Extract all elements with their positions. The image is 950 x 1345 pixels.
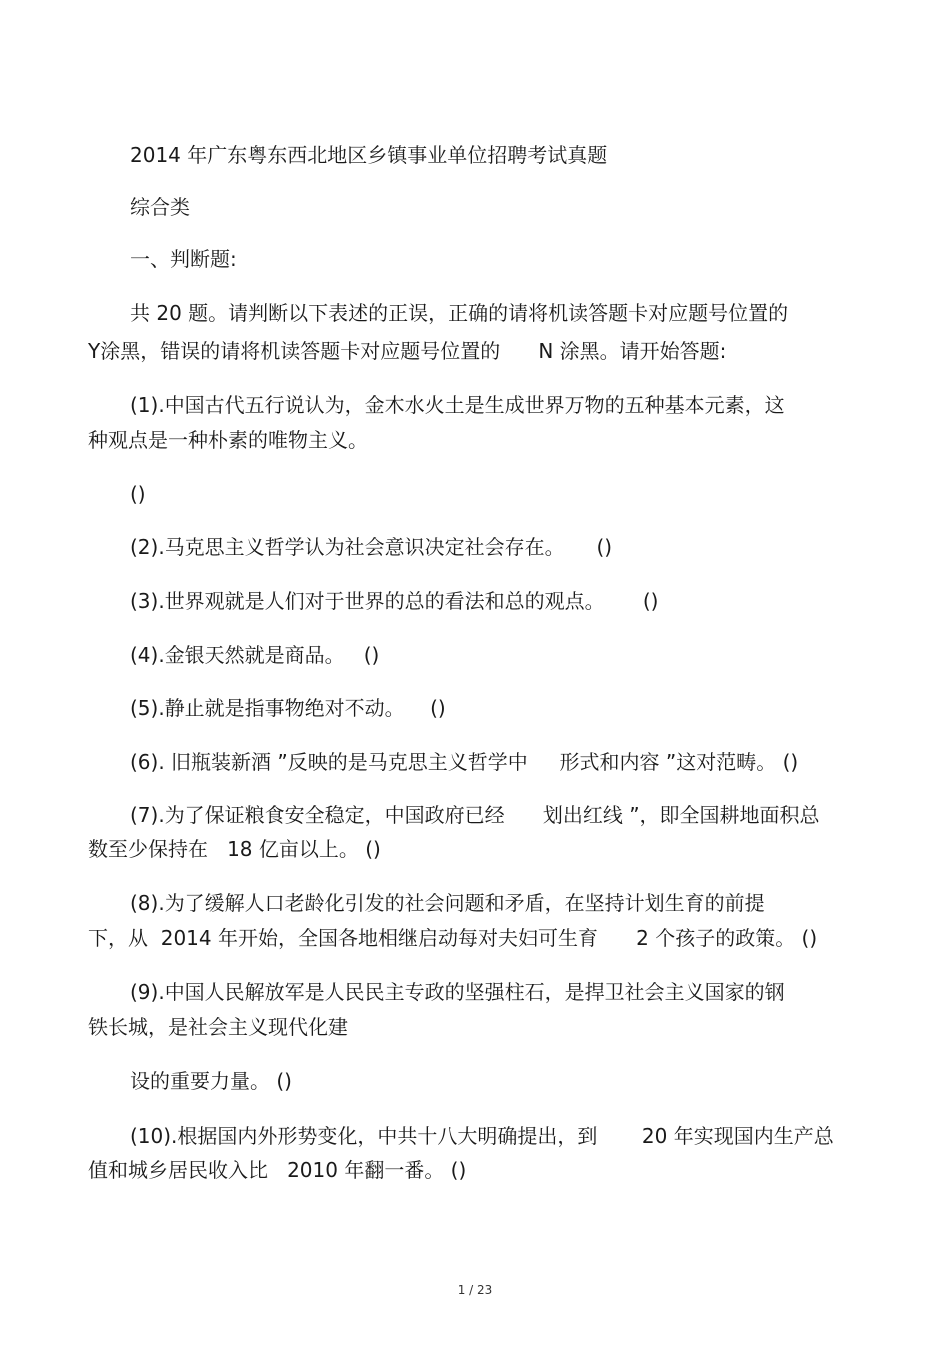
question-continuation: 设的重要力量。 () [130,1069,292,1093]
category-label: 综合类 [130,195,190,219]
question-text-line: (6). 旧瓶装新酒 ”反映的是马克思主义哲学中 形式和内容 ”这对范畴。 () [130,750,799,774]
question-text-line: (7).为了保证粮食安全稳定，中国政府已经 划出红线 ”，即全国耕地面积总 [130,803,820,827]
answer-blank: () [130,482,146,506]
question-text-line: (4).金银天然就是商品。 () [130,643,380,667]
question-text-line: 值和城乡居民收入比 2010 年翻一番。 () [88,1158,467,1182]
question-text-line: (8).为了缓解人口老龄化引发的社会问题和矛盾，在坚持计划生育的前提 [130,891,765,915]
question-text-line: (9).中国人民解放军是人民民主专政的坚强柱石，是捍卫社会主义国家的钢 [130,980,785,1004]
question-text-line: (2).马克思主义哲学认为社会意识决定社会存在。 () [130,535,613,559]
question-text-line: (3).世界观就是人们对于世界的总的看法和总的观点。 () [130,589,659,613]
question-text-line: 种观点是一种朴素的唯物主义。 [88,428,368,452]
document-title: 2014 年广东粤东西北地区乡镇事业单位招聘考试真题 [130,143,608,167]
instructions-line: Y涂黑，错误的请将机读答题卡对应题号位置的 N 涂黑。请开始答题: [88,339,727,363]
question-text-line: (10).根据国内外形势变化，中共十八大明确提出，到 20 年实现国内生产总 [130,1124,834,1148]
section-heading: 一、判断题: [130,247,237,271]
question-text-line: (1).中国古代五行说认为，金木水火土是生成世界万物的五种基本元素，这 [130,393,785,417]
question-text-line: 下，从 2014 年开始，全国各地相继启动每对夫妇可生育 2 个孩子的政策。 () [88,926,818,950]
question-text-line: 铁长城，是社会主义现代化建 [88,1015,348,1039]
question-text-line: 数至少保持在 18 亿亩以上。 () [88,837,381,861]
question-text-line: (5).静止就是指事物绝对不动。 () [130,696,446,720]
page-number: 1 / 23 [457,1283,493,1297]
instructions-line: 共 20 题。请判断以下表述的正误，正确的请将机读答题卡对应题号位置的 [130,301,789,325]
